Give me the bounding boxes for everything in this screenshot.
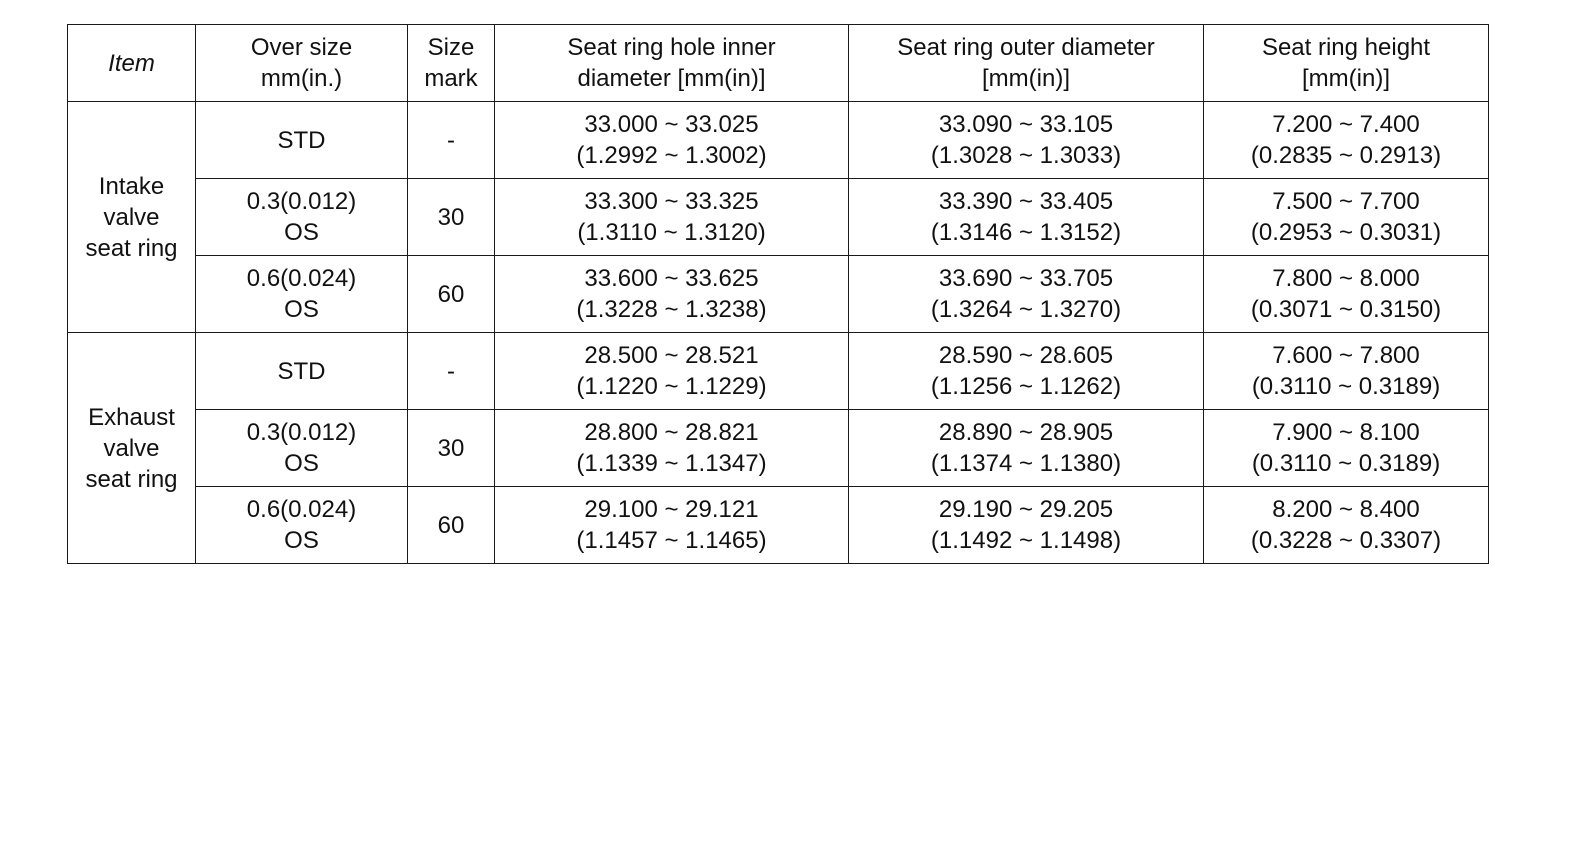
table-row bbox=[68, 102, 1489, 179]
table-row bbox=[68, 410, 1489, 487]
table-row bbox=[68, 256, 1489, 333]
cell-hole-inner-diameter: 33.600 ~ 33.625 (1.3228 ~ 1.3238) bbox=[495, 256, 849, 333]
seat-ring-spec-table bbox=[67, 24, 1489, 564]
cell-outer-diameter: 33.090 ~ 33.105 (1.3028 ~ 1.3033) bbox=[849, 102, 1204, 179]
cell-size-mark: 60 bbox=[408, 256, 495, 333]
table-row bbox=[68, 179, 1489, 256]
header-size-mark: Size mark bbox=[408, 25, 495, 102]
header-hole-inner-diameter: Seat ring hole inner diameter [mm(in)] bbox=[495, 25, 849, 102]
table-row bbox=[68, 487, 1489, 564]
cell-over-size: STD bbox=[196, 102, 408, 179]
cell-height: 7.600 ~ 7.800 (0.3110 ~ 0.3189) bbox=[1204, 333, 1489, 410]
cell-over-size: 0.6(0.024) OS bbox=[196, 256, 408, 333]
cell-size-mark: 30 bbox=[408, 179, 495, 256]
cell-over-size: 0.3(0.012) OS bbox=[196, 179, 408, 256]
header-over-size: Over size mm(in.) bbox=[196, 25, 408, 102]
table-row bbox=[68, 333, 1489, 410]
cell-height: 7.500 ~ 7.700 (0.2953 ~ 0.3031) bbox=[1204, 179, 1489, 256]
header-row bbox=[68, 25, 1489, 102]
header-item: Item bbox=[68, 25, 196, 102]
cell-hole-inner-diameter: 28.800 ~ 28.821 (1.1339 ~ 1.1347) bbox=[495, 410, 849, 487]
cell-height: 7.800 ~ 8.000 (0.3071 ~ 0.3150) bbox=[1204, 256, 1489, 333]
cell-outer-diameter: 29.190 ~ 29.205 (1.1492 ~ 1.1498) bbox=[849, 487, 1204, 564]
cell-size-mark: 60 bbox=[408, 487, 495, 564]
header-outer-diameter: Seat ring outer diameter [mm(in)] bbox=[849, 25, 1204, 102]
cell-hole-inner-diameter: 28.500 ~ 28.521 (1.1220 ~ 1.1229) bbox=[495, 333, 849, 410]
cell-outer-diameter: 28.890 ~ 28.905 (1.1374 ~ 1.1380) bbox=[849, 410, 1204, 487]
group-label-intake: Intake valve seat ring bbox=[68, 102, 196, 333]
cell-hole-inner-diameter: 29.100 ~ 29.121 (1.1457 ~ 1.1465) bbox=[495, 487, 849, 564]
cell-over-size: STD bbox=[196, 333, 408, 410]
header-height: Seat ring height [mm(in)] bbox=[1204, 25, 1489, 102]
cell-outer-diameter: 33.690 ~ 33.705 (1.3264 ~ 1.3270) bbox=[849, 256, 1204, 333]
cell-size-mark: 30 bbox=[408, 410, 495, 487]
cell-height: 7.200 ~ 7.400 (0.2835 ~ 0.2913) bbox=[1204, 102, 1489, 179]
cell-size-mark: - bbox=[408, 102, 495, 179]
cell-size-mark: - bbox=[408, 333, 495, 410]
cell-hole-inner-diameter: 33.300 ~ 33.325 (1.3110 ~ 1.3120) bbox=[495, 179, 849, 256]
cell-over-size: 0.3(0.012) OS bbox=[196, 410, 408, 487]
group-label-exhaust: Exhaust valve seat ring bbox=[68, 333, 196, 564]
cell-hole-inner-diameter: 33.000 ~ 33.025 (1.2992 ~ 1.3002) bbox=[495, 102, 849, 179]
cell-height: 7.900 ~ 8.100 (0.3110 ~ 0.3189) bbox=[1204, 410, 1489, 487]
cell-over-size: 0.6(0.024) OS bbox=[196, 487, 408, 564]
cell-outer-diameter: 33.390 ~ 33.405 (1.3146 ~ 1.3152) bbox=[849, 179, 1204, 256]
cell-height: 8.200 ~ 8.400 (0.3228 ~ 0.3307) bbox=[1204, 487, 1489, 564]
cell-outer-diameter: 28.590 ~ 28.605 (1.1256 ~ 1.1262) bbox=[849, 333, 1204, 410]
